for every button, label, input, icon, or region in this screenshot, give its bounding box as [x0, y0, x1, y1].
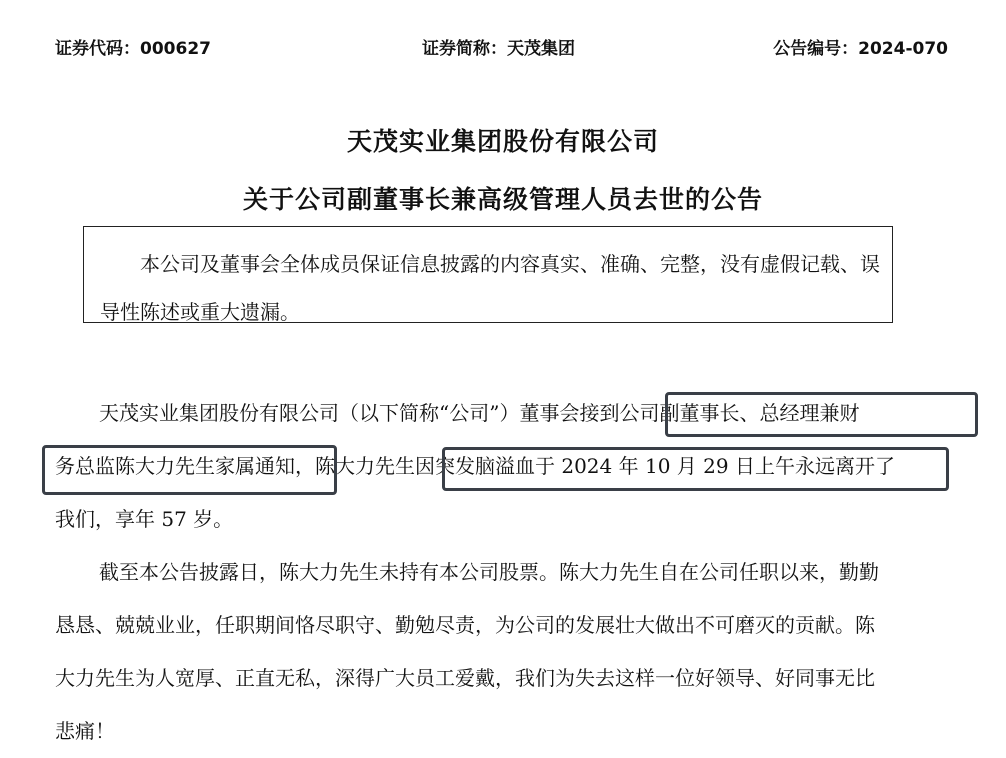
paragraph-1-line-3: 我们，享年 57 岁。 — [55, 507, 234, 531]
stock-name: 证券简称：天茂集团 — [422, 39, 575, 59]
company-title: 天茂实业集团股份有限公司 — [346, 127, 659, 156]
paragraph-1-line-1: 天茂实业集团股份有限公司（以下简称“公司”）董事会接到公司副董事长、总经理兼财 — [99, 401, 860, 425]
paragraph-2-line-1: 截至本公告披露日，陈大力先生未持有本公司股票。陈大力先生自在公司任职以来，勤勤 — [99, 560, 879, 584]
paragraph-2-line-3: 大力先生为人宽厚、正直无私，深得广大员工爱戴，我们为失去这样一位好领导、好同事无比 — [55, 666, 875, 690]
highlight-box-notification — [42, 445, 337, 495]
statement-text: 本公司及董事会全体成员保证信息披露的内容真实、准确、完整，没有虚假记载、误导性陈述或重大遗漏。 — [100, 252, 880, 324]
paragraph-2-line-2: 恳恳、兢兢业业，任职期间恪尽职守、勤勉尽责，为公司的发展壮大做出不可磨灭的贡献。陈 — [55, 613, 875, 637]
highlight-box-position — [665, 392, 978, 437]
stock-code: 证券代码：000627 — [55, 39, 211, 59]
paragraph-1-line-2: 务总监陈大力先生家属通知，陈大力先生因突发脑溢血于 2024 年 10 月 29 日上午永远离开了 — [55, 454, 895, 478]
paragraph-2-line-4: 悲痛！ — [55, 719, 115, 743]
paragraph-2 — [55, 546, 950, 758]
highlight-box-cause — [442, 447, 949, 491]
notice-number: 公告编号：2024-070 — [773, 39, 948, 59]
announcement-title: 关于公司副董事长兼高级管理人员去世的公告 — [242, 185, 763, 214]
